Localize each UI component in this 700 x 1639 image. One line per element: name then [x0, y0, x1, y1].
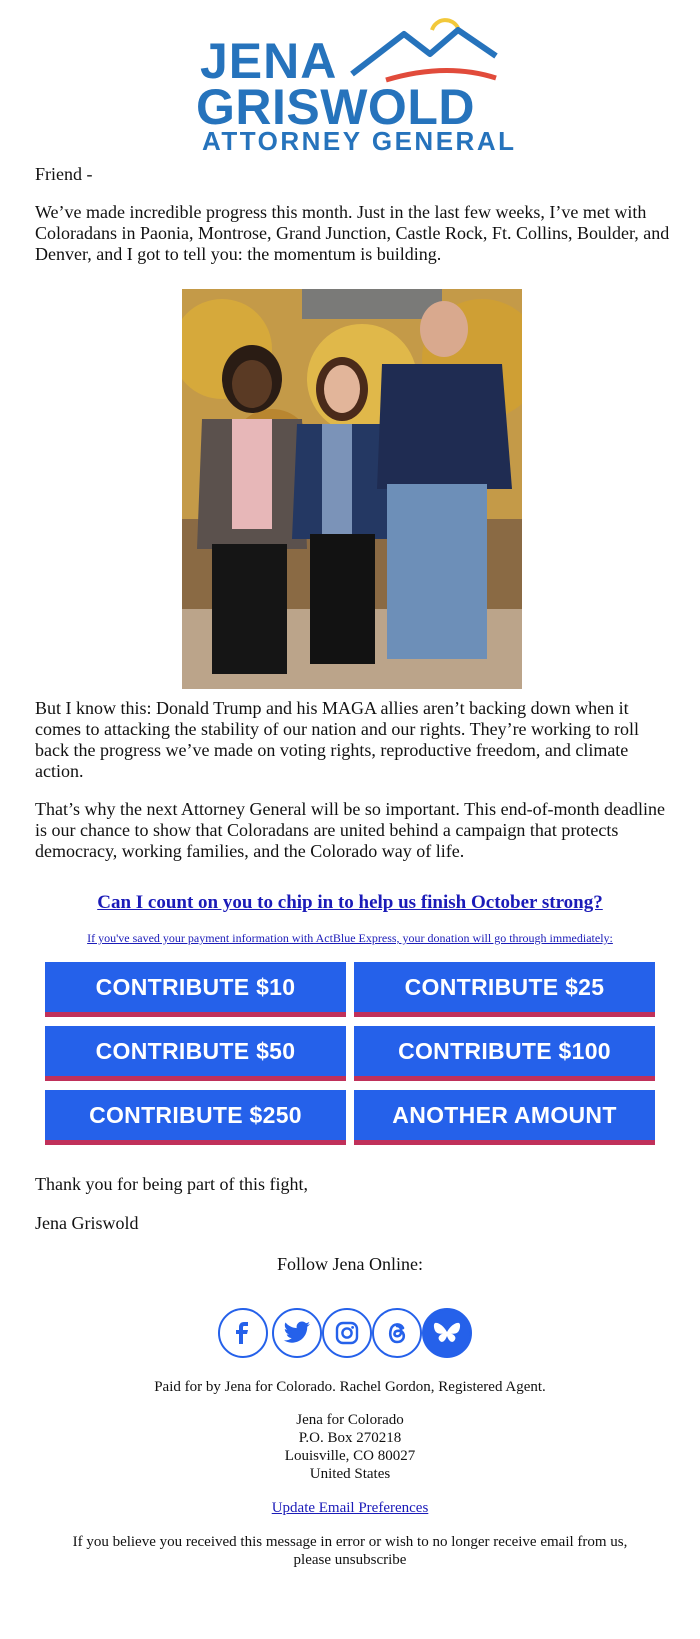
paragraph-intro: We’ve made incredible progress this month. Just in the last few weeks, I’ve met with Coloradans in Paonia, Montrose, Grand Junction, Castle Rock, Ft. Collins, Boulder, and Denver, and I got to tell you: the momentum is building. [35, 202, 670, 264]
another-amount-button[interactable]: ANOTHER AMOUNT [354, 1090, 655, 1145]
contribute-250-button[interactable]: CONTRIBUTE $250 [45, 1090, 346, 1145]
preferences-row [0, 1499, 700, 1517]
logo-last-name: GRISWOLD [196, 79, 475, 135]
donate-cta-link[interactable]: Can I count on you to chip in to help us finish October strong? [97, 892, 603, 913]
paid-for-disclaimer: Paid for by Jena for Colorado. Rachel Gordon, Registered Agent. [154, 1379, 546, 1395]
po-box: P.O. Box 270218 [298, 1430, 402, 1446]
contribute-100-button[interactable]: CONTRIBUTE $100 [354, 1026, 655, 1081]
campaign-photo [182, 289, 522, 689]
paragraph-deadline: That’s why the next Attorney General will be so important. This end-of-month deadline is our chance to show that Coloradans are united behind a campaign that protects democracy, working families, and the Colorado way of life. [35, 799, 666, 861]
unsubscribe-text: If you believe you received this message in error or wish to no longer receive email from us, [72, 1534, 628, 1550]
logo-first-name: JENA [200, 33, 338, 89]
org-name: Jena for Colorado [296, 1412, 404, 1428]
country: United States [309, 1466, 391, 1482]
unsubscribe-link[interactable]: please unsubscribe [293, 1552, 407, 1568]
social-heading: Follow Jena Online: [277, 1254, 423, 1274]
instagram-icon[interactable] [322, 1308, 372, 1358]
paragraph-threat: But I know this: Donald Trump and his MAGA allies aren’t backing down when it comes to attacking the stability of our nation and our rights. They’re working to roll back the progress we’ve made on voting rights, reproductive freedom, and climate action. [35, 698, 640, 781]
threads-icon[interactable] [372, 1308, 422, 1358]
city-state-zip: Louisville, CO 80027 [284, 1448, 416, 1464]
twitter-icon[interactable] [272, 1308, 322, 1358]
contribute-10-button[interactable]: CONTRIBUTE $10 [45, 962, 346, 1017]
logo-title: ATTORNEY GENERAL [202, 126, 517, 156]
facebook-icon[interactable] [218, 1308, 268, 1358]
signature: Jena Griswold [35, 1213, 139, 1233]
bluesky-icon[interactable] [422, 1308, 472, 1358]
contribute-25-button[interactable]: CONTRIBUTE $25 [354, 962, 655, 1017]
actblue-express-link[interactable]: If you've saved your payment information with ActBlue Express, your donation will go through immediately: [87, 931, 613, 945]
greeting: Friend - [35, 164, 93, 184]
update-preferences-link[interactable]: Update Email Preferences [271, 1500, 429, 1516]
closing-line: Thank you for being part of this fight, [35, 1174, 308, 1194]
contribute-50-button[interactable]: CONTRIBUTE $50 [45, 1026, 346, 1081]
campaign-logo [196, 16, 517, 156]
